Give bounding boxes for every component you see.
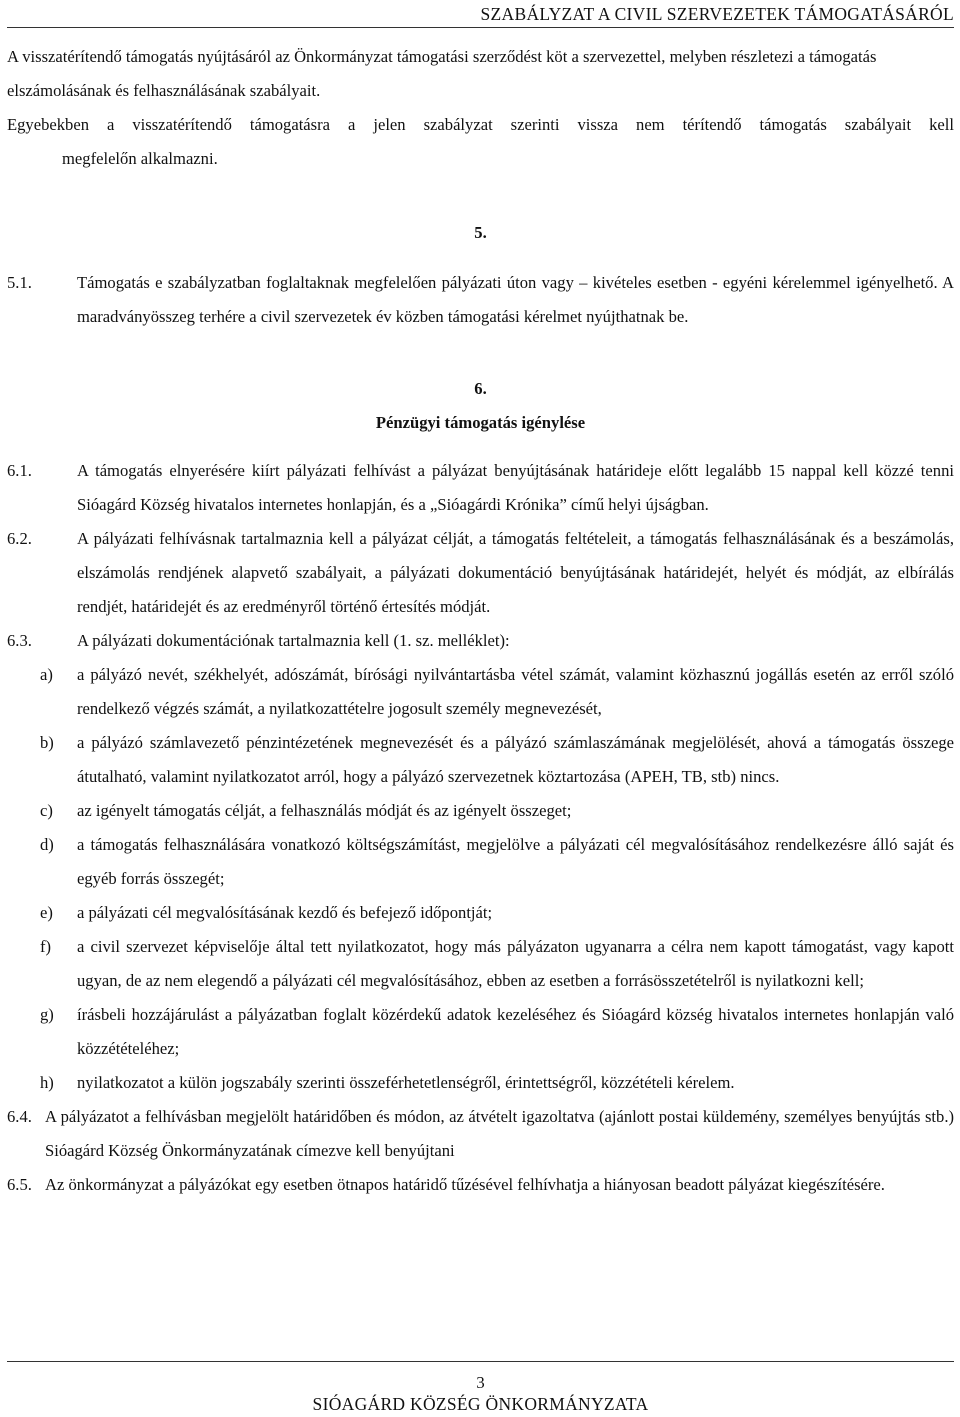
list-item-a xyxy=(7,658,954,726)
section-6-title: Pénzügyi támogatás igénylése xyxy=(375,413,586,432)
list-item-text: a civil szervezet képviselője által tett nyilatkozatot, hogy más pályázaton ugyanarra a célra nem kapott támogatást, vagy kapott ugyan, de az nem elegendő a pályázati cél megvalósításához, ebben az esetben a forrásösszetételről is nyilatkozni kell; xyxy=(77,937,954,990)
paragraph-number xyxy=(7,266,77,334)
section-6-number: 6. xyxy=(474,379,487,398)
list-item-label: c) xyxy=(40,801,53,820)
list-item-label: f) xyxy=(40,937,52,956)
running-header: SZABÁLYZAT A CIVIL SZERVEZETEK TÁMOGATÁSÁRÓL xyxy=(480,4,954,24)
list-item-text: az igényelt támogatás célját, a felhasználás módját és az igényelt összeget; xyxy=(77,801,572,820)
intro-paragraph-2-line-1: Egyebekben a visszatérítendő támogatásra a jelen szabályzat szerinti vissza nem térítendő támogatás szabályait kell xyxy=(7,115,954,134)
list-item-label: b) xyxy=(40,733,54,752)
paragraph-number xyxy=(7,454,77,522)
paragraph-number-label: 6.2. xyxy=(7,529,32,548)
list-item-text: a pályázó nevét, székhelyét, adószámát, bírósági nyilvántartásba vétel számát, valamint közhasznú jogállás esetén az erről szóló rendelkező végzés számát, a nyilatkozattételre jogosult személy megnevezését, xyxy=(77,665,954,718)
intro-paragraph-2-line-2: megfelelőn alkalmazni. xyxy=(62,149,218,168)
paragraph-6-2 xyxy=(7,522,954,624)
requirements-list xyxy=(7,658,954,1100)
paragraph-5-1 xyxy=(7,266,954,334)
list-item-label: h) xyxy=(40,1073,54,1092)
running-footer: SIÓAGÁRD KÖZSÉG ÖNKORMÁNYZATA xyxy=(312,1394,649,1414)
list-item-text: a támogatás felhasználására vonatkozó költségszámítást, megjelölve a pályázati cél megvalósításához rendelkezésre álló saját és egyéb forrás összegét; xyxy=(77,835,954,888)
list-item-text: írásbeli hozzájárulást a pályázatban foglalt közérdekű adatok kezeléséhez és Sióagárd község hivatalos internetes honlapján való közzétételéhez; xyxy=(77,1005,954,1058)
paragraph-number xyxy=(7,1168,45,1202)
list-item-text: a pályázó számlavezető pénzintézetének megnevezését és a pályázó számlaszámának megjelölését, ahová a támogatás összege átutalható, valamint nyilatkozatot arról, hogy a pályázó szervezetnek köztartozása (APEH, TB, stb) nincs. xyxy=(77,733,954,786)
paragraph-number-label: 6.5. xyxy=(7,1175,32,1194)
list-item-text: nyilatkozatot a külön jogszabály szerinti összeférhetetlenségről, érintettségről, közzétételi kérelem. xyxy=(77,1073,735,1092)
paragraph-6-5 xyxy=(7,1168,954,1202)
paragraph-number-label: 5.1. xyxy=(7,273,32,292)
list-item-label: a) xyxy=(40,665,53,684)
list-item-label: e) xyxy=(40,903,53,922)
section-5-number: 5. xyxy=(474,223,487,242)
list-item-h xyxy=(7,1066,954,1100)
paragraph-6-4 xyxy=(7,1100,954,1168)
paragraph-6-3 xyxy=(7,624,954,658)
paragraph-text: A pályázati felhívásnak tartalmaznia kell a pályázat célját, a támogatás feltételeit, a támogatás felhasználásának és a beszámolás, elszámolás rendjének alapvető szabályait, a pályázati dokumentáció benyújtásának határidejét, helyét és módját, az elbírálás rendjét, határidejét és az eredményről történő értesítés módját. xyxy=(77,529,954,616)
intro-paragraph-1: A visszatérítendő támogatás nyújtásáról az Önkormányzat támogatási szerződést köt a szervezettel, melyben részletezi a támogatás elszámolásának és felhasználásának szabályait. xyxy=(7,47,877,100)
paragraph-number-label: 6.3. xyxy=(7,631,32,650)
paragraph-number xyxy=(7,624,77,658)
paragraph-text: Támogatás e szabályzatban foglaltaknak megfelelően pályázati úton vagy – kivételes esetben - egyéni kérelemmel igényelhető. A maradványösszeg terhére a civil szervezetek év közben támogatási kérelmet nyújthatnak be. xyxy=(77,273,954,326)
document-body xyxy=(7,40,954,1202)
document-page xyxy=(7,0,954,1417)
header-divider xyxy=(7,27,954,28)
list-item-b xyxy=(7,726,954,794)
list-item-text: a pályázati cél megvalósításának kezdő és befejező időpontját; xyxy=(77,903,493,922)
paragraph-text: Az önkormányzat a pályázókat egy esetben ötnapos határidő tűzésével felhívhatja a hiányosan beadott pályázat kiegészítésére. xyxy=(45,1175,885,1194)
paragraph-text: A pályázatot a felhívásban megjelölt határidőben és módon, az átvételt igazoltatva (ajánlott postai küldemény, személyes benyújtás stb.) Sióagárd Község Önkormányzatának címezve kell benyújtani xyxy=(45,1107,954,1160)
paragraph-6-1 xyxy=(7,454,954,522)
paragraph-number-label: 6.4. xyxy=(7,1107,32,1126)
list-item-label: g) xyxy=(40,1005,54,1024)
list-item-c xyxy=(7,794,954,828)
list-item-f xyxy=(7,930,954,998)
paragraph-number xyxy=(7,522,77,624)
paragraph-number xyxy=(7,1100,45,1168)
list-item-label: d) xyxy=(40,835,54,854)
paragraph-text: A támogatás elnyerésére kiírt pályázati felhívást a pályázat benyújtásának határideje előtt legalább 15 nappal kell közzé tenni Sióagárd Község hivatalos internetes honlapján, és a „Sióagárdi Krónika” című helyi újságban. xyxy=(77,461,954,514)
footer-divider xyxy=(7,1361,954,1362)
list-item-g xyxy=(7,998,954,1066)
list-item-e xyxy=(7,896,954,930)
list-item-d xyxy=(7,828,954,896)
paragraph-number-label: 6.1. xyxy=(7,461,32,480)
paragraph-text: A pályázati dokumentációnak tartalmaznia kell (1. sz. melléklet): xyxy=(77,631,510,650)
page-number: 3 xyxy=(476,1373,485,1392)
